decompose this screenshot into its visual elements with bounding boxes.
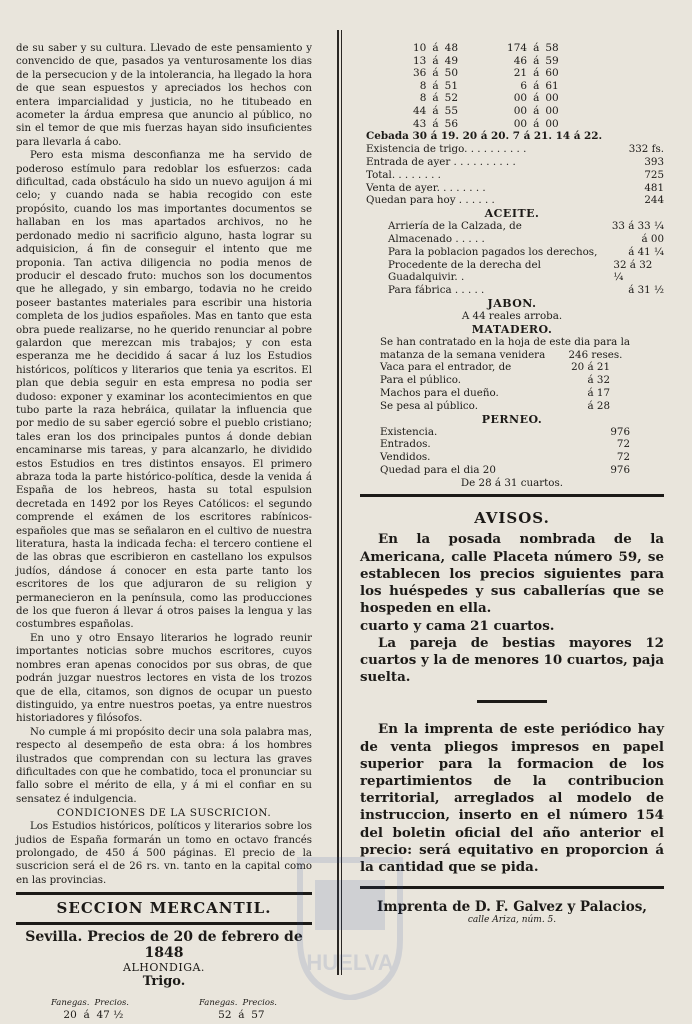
printer-line: Imprenta de D. F. Galvez y Palacios, [376, 899, 648, 916]
perneo-row [380, 464, 630, 477]
price-cell: 43 [413, 117, 427, 130]
price-cell: á [533, 42, 540, 54]
stock-list [366, 143, 664, 207]
perneo-label: Vendidos. [380, 451, 431, 464]
price-cell: 56 [444, 117, 459, 130]
aceite-row [388, 233, 664, 246]
cell: á [83, 1009, 90, 1022]
stock-label: Venta de ayer. . . . . . . . [366, 181, 486, 194]
jabon-text: A 44 reales arroba. [461, 309, 563, 322]
price-row [410, 92, 562, 105]
matadero-label: Machos para el dueño. [380, 386, 499, 399]
price-cell: 00 [513, 117, 528, 130]
perneo-label: Existencia. [380, 425, 438, 438]
price-cell: 10 [413, 42, 427, 54]
perneo-footer: De 28 á 31 cuartos. [460, 476, 564, 489]
perneo-value: 976 [610, 425, 630, 438]
aceite-row [388, 259, 664, 285]
aceite-value: 32 á 32 ¼ [613, 258, 653, 284]
matadero-intro-text: Se han contratado en la hoja de este dia para la matanza de la semana venidera [380, 335, 631, 361]
right-column [360, 42, 664, 925]
aceite-row [388, 246, 664, 259]
aceite-label: Arriería de la Calzada, de [388, 220, 522, 233]
aceite-row [388, 220, 664, 233]
price-cell: 60 [545, 67, 559, 80]
price-cell: 55 [444, 104, 459, 117]
price-cell: á [533, 79, 540, 92]
cell: 47 ½ [96, 1009, 124, 1022]
matadero-row [380, 387, 610, 400]
price-cell: á [432, 79, 439, 92]
cell: 20 [63, 1009, 77, 1022]
price-cell: 6 [520, 79, 528, 92]
price-cell: 49 [444, 54, 459, 67]
price-cell: 59 [545, 54, 559, 67]
perneo-value: 976 [610, 463, 630, 476]
matadero-row [380, 374, 610, 387]
price-cell: á [432, 117, 439, 130]
price-cell: 61 [545, 79, 559, 92]
price-cell: 13 [413, 54, 427, 67]
avisos-rule [360, 494, 664, 497]
column-divider-thin [341, 30, 342, 975]
market-line: Sevilla. Precios de 20 de febrero de 1848 [25, 929, 303, 962]
aceite-value: 33 á 33 ¼ [611, 220, 664, 233]
price-cell: 46 [513, 54, 528, 67]
header-fanegas-1: Fanegas. [50, 998, 90, 1009]
avisos-cuarto: cuarto y cama 21 cuartos. [360, 617, 555, 634]
perneo-row [380, 451, 630, 464]
price-cell: 8 [419, 92, 427, 105]
matadero-value: á 17 [587, 386, 610, 399]
perneo-row [380, 426, 630, 439]
header-fanegas-2: Fanegas. [198, 998, 238, 1009]
wheat-price-table [410, 42, 562, 130]
price-cell: 50 [444, 67, 459, 80]
aceite-value: á 00 [641, 232, 664, 245]
price-table-header [16, 990, 312, 1009]
section-rule-2 [16, 922, 312, 925]
stock-value: 332 fs. [628, 143, 664, 156]
perneo-value: 72 [616, 438, 630, 451]
matadero-value: 20 á 21 [571, 361, 610, 374]
price-cell: á [533, 54, 540, 67]
paragraph-1: de su saber y su cultura. Llevado de este pensamiento y convencido de que, pasados ya venturosamente los dias de la persecucion y de la intolerancia, ha llegado la hora de que sean espuestos y apreciados los hechos con entera imparcialidad y justicia, no he titubeado en acometer la árdua empresa que anuncio al público, no sin el temor de que mis fuerzas hayan sido insuficientes para llevarla á cabo. [16, 43, 312, 148]
header-precios-2: Precios. [242, 998, 278, 1009]
avisos-title: AVISOS. [474, 509, 550, 528]
stock-label: Total. . . . . . . . [366, 168, 441, 181]
cebada-line: Cebada 30 á 19. 20 á 20. 7 á 21. 14 á 22. [366, 130, 603, 143]
price-cell: 8 [419, 79, 427, 92]
cell: á [238, 1009, 245, 1022]
price-row [410, 105, 562, 118]
matadero-intro-value: 246 reses. [568, 348, 623, 361]
perneo-row [380, 438, 630, 451]
matadero-row [380, 361, 610, 374]
stock-row [366, 194, 664, 207]
stock-label: Entrada de ayer . . . . . . . . . . [366, 155, 516, 168]
conditions-title: CONDICIONES DE LA SUSCRICION. [56, 807, 272, 820]
price-cell: á [432, 104, 439, 117]
price-cell: 58 [545, 42, 559, 54]
perneo-label: Entrados. [380, 438, 431, 451]
price-cell: á [432, 92, 439, 105]
aceite-value: á 31 ½ [628, 284, 664, 297]
price-cell: 174 [507, 42, 528, 54]
price-cell: á [533, 92, 540, 105]
aceite-label: Procedente de la derecha del Guadalquivir. . [388, 258, 541, 284]
stock-label: Existencia de trigo. . . . . . . . . . [366, 143, 527, 156]
paragraph-4: No cumple á mi propósito decir una sola palabra mas, respecto al desempeño de esta obra: á los hombres ilustrados que comprendan con su lectura las graves dificultades con que he combatido, toca el pronunciar su fallo sobre el mérito de ella, y á mi el confiar en su sensatez é indulgencia. [16, 726, 312, 805]
price-table-row [16, 1009, 312, 1021]
stock-value: 725 [644, 168, 664, 181]
aceite-title: ACEITE. [484, 207, 540, 221]
header-precios-1: Precios. [94, 998, 130, 1009]
matadero-value: á 32 [587, 374, 610, 387]
paragraph-3: En uno y otro Ensayo literarios he logrado reunir importantes noticias sobre muchos escritores, cuyos nombres eran apenas conocidos por sus obras, de que podrán juzgar nuestros lectores en vista de los trozos que de ella, citamos, son dignos de ocupar un puesto distinguido, ya entre nuestros poetas, ya entre nuestros historiadores y filósofos. [16, 632, 312, 725]
avisos-posada: En la posada nombrada de la Americana, calle Placeta número 59, se establecen los precios siguientes para los huéspedes y sus caballerías que se hospeden en ella. [360, 531, 664, 617]
avisos-bestias: La pareja de bestias mayores 12 cuartos y la de menores 10 cuartos, paja suelta. [360, 634, 664, 686]
matadero-label: Se pesa al público. [380, 399, 478, 412]
paragraph-2: Pero esta misma desconfianza me ha servido de poderoso estímulo para redoblar los esfuerzos: cada dificultad, cada obstáculo ha sido un nuevo aguijon á mi celo; y cuando nada se habia recogido con este propósito, cuando los mas importantes documentos se hallaban en los mas apartados archivos, no he perdonado medio ni sacrificio alguno, hasta lograr su adquisicion, á fin de conseguir el intento que me proponia. Tan activa diligencia no podia menos de producir el descado fruto: muchos son los documentos que he allegado, y sin embargo, todavia no he creido poseer bastantes materiales para escribir una historia completa de los judios españoles. Mas en tanto que esta obra puede realizarse, no he querido renunciar al pobre galardon que merezcan mis trabajos; y con esta esperanza me he decidido á sacar á luz los Estudios históricos, políticos y literarios que tenia ya escritos. El plan que debia seguir en esta empresa no podia ser dudoso: exponer y examinar los acontecimientos en que tubo parte la raza hebráica, quilatar la influencia que por medio de su saber egerció sobre el pueblo cristiano; tales eran los dos principales puntos á donde debian encaminarse mis tareas, y para alcanzarlo, he dividido estos Estudios en tres distintos ensayos. El primero abraza toda la parte histórico-política, desde la venida á España de los hebreos, hasta su total espulsion decretada en 1492 por los Reyes Católicos: el segundo comprende el exámen de los escritores rabínicos-españoles que mas se señalaron en el cultivo de nuestra literatura, hasta la indicada fecha: el tercero contiene el de las obras que escribieron en castellano los expulsos judíos, dándose á conocer en esta parte tanto los escritores de los que adjuraron de su religion y permanecieron en la península, como las producciones de los que fueron á llevar á otros paises la lengua y las costumbres españolas. [16, 150, 312, 631]
price-cell: 44 [413, 104, 427, 117]
price-cell: 00 [545, 92, 559, 105]
aceite-label: Para fábrica . . . . . [388, 284, 485, 297]
price-cell: 21 [513, 67, 528, 80]
price-cell: 52 [444, 92, 459, 105]
matadero-row [380, 400, 610, 413]
jabon-title: JABON. [487, 296, 537, 310]
aceite-label: Almacenado . . . . . [388, 232, 485, 245]
price-cell: 00 [545, 117, 559, 130]
section-title: SECCION MERCANTIL. [56, 899, 272, 918]
aceite-row [388, 284, 664, 297]
trigo-heading: Trigo. [142, 974, 186, 990]
price-cell: á [432, 54, 439, 67]
aceite-value: á 41 ¼ [628, 245, 664, 258]
alhondiga-heading: ALHONDIGA. [123, 961, 205, 975]
price-cell: 00 [513, 92, 528, 105]
price-row [410, 118, 562, 131]
matadero-value: á 28 [587, 399, 610, 412]
short-rule [477, 700, 547, 703]
cell: 52 [218, 1009, 232, 1022]
price-cell: 51 [444, 79, 459, 92]
price-row [410, 42, 562, 55]
stock-row [366, 169, 664, 182]
stock-row [366, 182, 664, 195]
stock-row [366, 143, 664, 156]
column-divider [337, 30, 339, 975]
price-cell: á [533, 117, 540, 130]
aceite-list [388, 220, 664, 297]
price-cell: á [533, 104, 540, 117]
avisos-imprenta: En la imprenta de este periódico hay de venta pliegos impresos en papel superior para la formacion de los repartimientos de la contribucion territorial, arreglados al modelo de instruccion, inserto en el número 154 del boletin oficial del año anterior el precio: será equitativo en proporcion á la cantidad que se pida. [360, 721, 664, 875]
stock-value: 244 [644, 194, 664, 207]
section-rule [16, 892, 312, 895]
perneo-list [380, 426, 630, 477]
matadero-intro [380, 336, 664, 362]
left-column [16, 42, 312, 1021]
printer-address: calle Ariza, núm. 5. [467, 915, 557, 926]
matadero-list [380, 361, 610, 412]
matadero-title: MATADERO. [471, 322, 553, 336]
perneo-title: PERNEO. [481, 412, 543, 426]
stock-value: 393 [644, 155, 664, 168]
price-cell: á [432, 42, 439, 54]
cell: 57 [251, 1009, 265, 1022]
watermark-text: HUELVA [306, 950, 394, 975]
price-cell: á [432, 67, 439, 80]
price-row [410, 67, 562, 80]
price-row [410, 55, 562, 68]
conditions-text: Los Estudios históricos, políticos y literarios sobre los judios de España formarán un tomo en octavo francés prolongado, de 450 á 500 páginas. El precio de la suscricion será el de 26 rs. vn. tanto en la capital como en las provincias. [16, 821, 312, 886]
aceite-label: Para la poblacion pagados los derechos, [388, 245, 598, 258]
stock-row [366, 156, 664, 169]
price-row [410, 80, 562, 93]
perneo-value: 72 [616, 451, 630, 464]
price-cell: á [533, 67, 540, 80]
matadero-label: Para el público. [380, 374, 462, 387]
stock-value: 481 [644, 181, 664, 194]
perneo-label: Quedad para el dia 20 [380, 463, 496, 476]
price-cell: 36 [413, 67, 427, 80]
stock-label: Quedan para hoy . . . . . . [366, 194, 495, 207]
matadero-label: Vaca para el entrador, de [380, 361, 512, 374]
price-cell: 48 [444, 42, 459, 54]
library-seal-watermark [290, 850, 410, 1000]
price-cell: 00 [545, 104, 559, 117]
price-cell: 00 [513, 104, 528, 117]
